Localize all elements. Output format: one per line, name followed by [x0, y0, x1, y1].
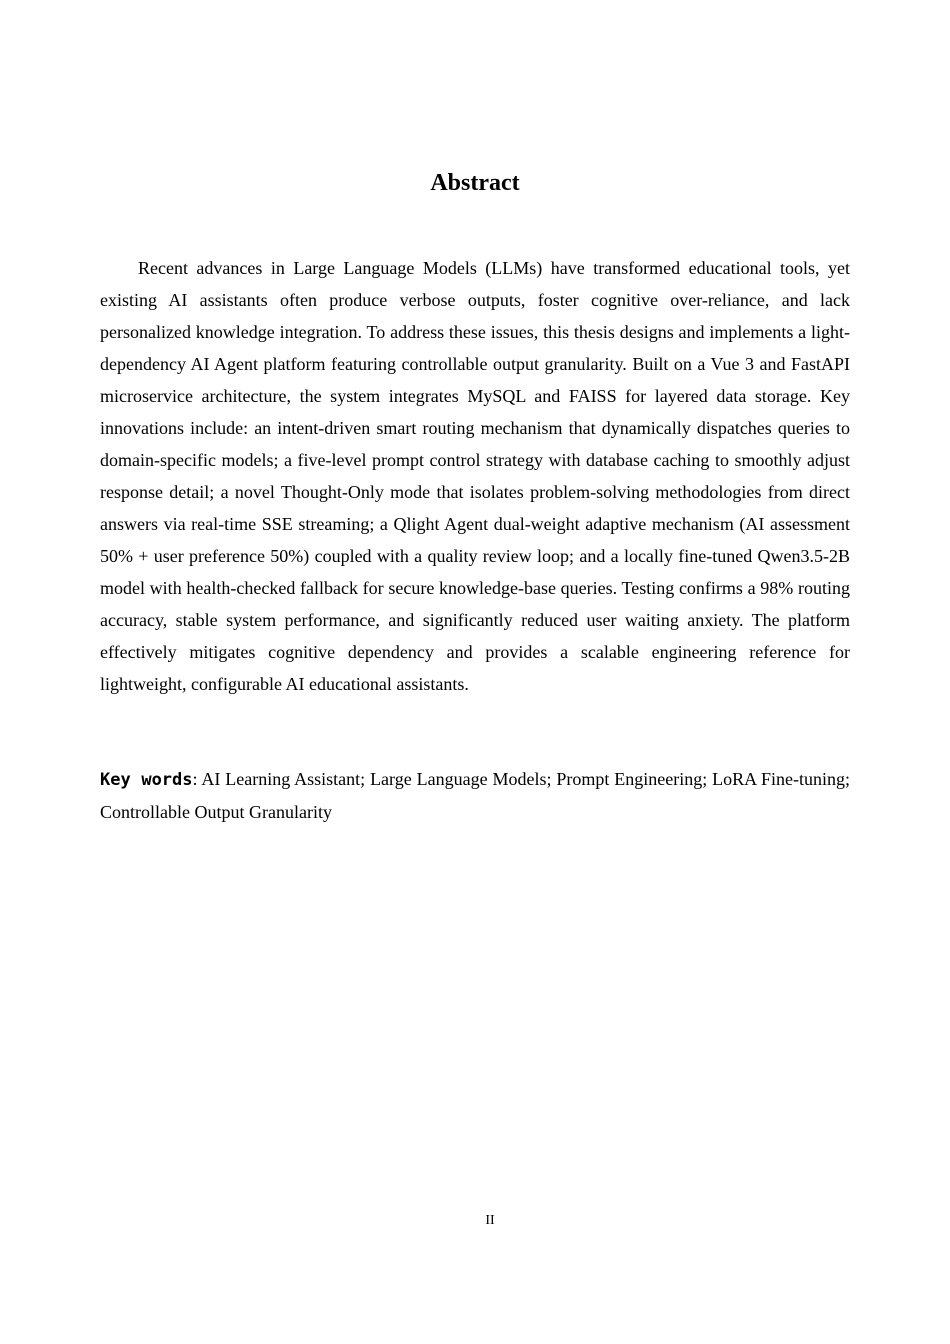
- keywords-line: [100, 763, 850, 828]
- keywords-separator: :: [192, 769, 202, 789]
- keywords-list: AI Learning Assistant; Large Language Models; Prompt Engineering; LoRA Fine-tuning; Controllable Output Granularity: [100, 769, 850, 822]
- abstract-title: Abstract: [430, 170, 520, 196]
- abstract-paragraph: Recent advances in Large Language Models (LLMs) have transformed educational tools, yet existing AI assistants often produce verbose outputs, foster cognitive over-reliance, and lack personalized knowledge integration. To address these issues, this thesis designs and implements a light-dependency AI Agent platform featuring controllable output granularity. Built on a Vue 3 and FastAPI microservice architecture, the system integrates MySQL and FAISS for layered data storage. Key innovations include: an intent-driven smart routing mechanism that dynamically dispatches queries to domain-specific models; a five-level prompt control strategy with database caching to smoothly adjust response detail; a novel Thought-Only mode that isolates problem-solving methodologies from direct answers via real-time SSE streaming; a Qlight Agent dual-weight adaptive mechanism (AI assessment 50% + user preference 50%) coupled with a quality review loop; and a locally fine-tuned Qwen3.5-2B model with health-checked fallback for secure knowledge-base queries. Testing confirms a 98% routing accuracy, stable system performance, and significantly reduced user waiting anxiety. The platform effectively mitigates cognitive dependency and provides a scalable engineering reference for lightweight, configurable AI educational assistants.: [100, 258, 850, 694]
- page-number: II: [485, 1213, 495, 1228]
- keywords-label: Key words: [100, 770, 193, 790]
